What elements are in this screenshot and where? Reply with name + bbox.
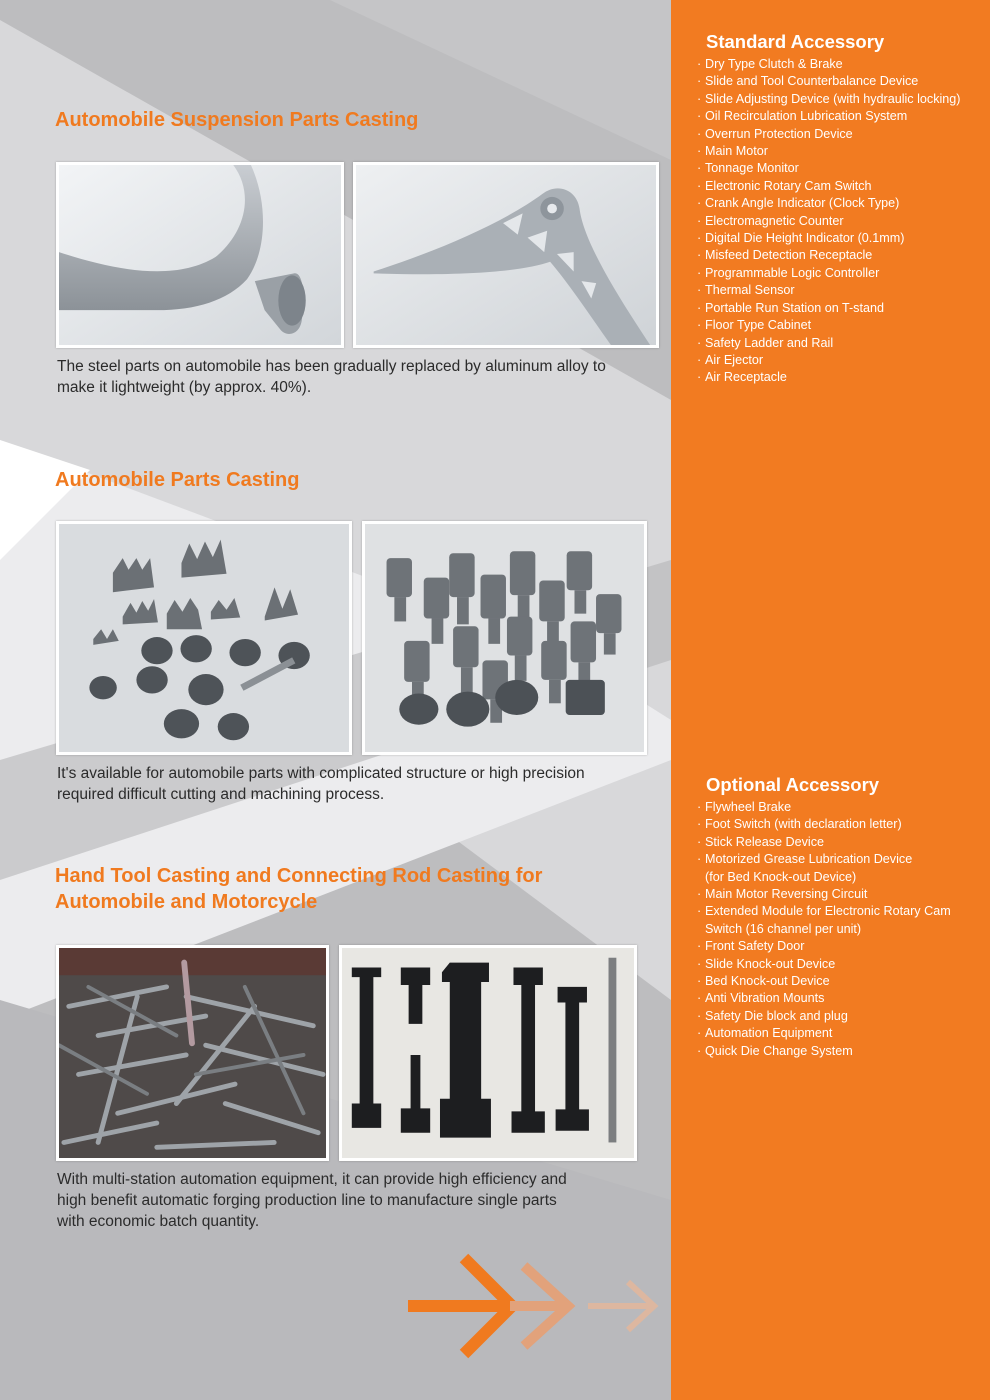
bullet-icon: · bbox=[697, 161, 702, 176]
accessory-item bbox=[697, 73, 961, 90]
accessory-item bbox=[697, 851, 951, 886]
accessory-item bbox=[697, 265, 961, 282]
bullet-icon: · bbox=[697, 1026, 702, 1041]
accessory-item bbox=[697, 213, 961, 230]
accessory-item bbox=[697, 282, 961, 299]
section-title-suspension: Automobile Suspension Parts Casting bbox=[55, 109, 419, 131]
bullet-icon: · bbox=[697, 904, 702, 919]
bullet-icon: · bbox=[697, 852, 702, 867]
bullet-icon: · bbox=[697, 231, 702, 246]
optional-accessory-title: Optional Accessory bbox=[706, 774, 880, 795]
accessory-item-label: Anti Vibration Mounts bbox=[705, 991, 825, 1006]
accessory-item-label: Portable Run Station on T-stand bbox=[705, 300, 884, 315]
bullet-icon: · bbox=[697, 248, 702, 263]
bullet-icon: · bbox=[697, 126, 702, 141]
accessory-item-label: Floor Type Cabinet bbox=[705, 318, 812, 333]
caption-line: With multi-station automation equipment, it can provide high efficiency and bbox=[57, 1171, 567, 1188]
accessory-item-label: Electromagnetic Counter bbox=[705, 213, 844, 228]
optional-accessory-list bbox=[697, 799, 951, 1060]
accessory-item-label: Air Ejector bbox=[705, 352, 764, 367]
accessory-item bbox=[697, 886, 951, 903]
bullet-icon: · bbox=[697, 370, 702, 385]
accessory-item-label: Flywheel Brake bbox=[705, 800, 792, 814]
accessory-item-label: Switch (16 channel per unit) bbox=[705, 921, 862, 936]
bullet-icon: · bbox=[697, 817, 702, 832]
accessory-item-label: Misfeed Detection Receptacle bbox=[705, 248, 873, 263]
accessory-item bbox=[697, 903, 951, 938]
accessory-item-label: Thermal Sensor bbox=[705, 283, 795, 298]
accessory-item-label: Stick Release Device bbox=[705, 834, 824, 849]
accessory-item-label: Slide Adjusting Device (with hydraulic locking) bbox=[705, 91, 961, 106]
accessory-item-label: Tonnage Monitor bbox=[705, 161, 799, 176]
accessory-item bbox=[697, 816, 951, 833]
accessory-item bbox=[697, 160, 961, 177]
accessory-item-label: Foot Switch (with declaration letter) bbox=[705, 817, 902, 832]
accessory-item bbox=[697, 335, 961, 352]
accessory-item bbox=[697, 91, 961, 108]
accessory-item-label: Programmable Logic Controller bbox=[705, 265, 880, 280]
bullet-icon: · bbox=[697, 800, 702, 814]
photo-connecting-rods bbox=[339, 945, 637, 1161]
accessory-item-label: Motorized Grease Lubrication Device bbox=[705, 852, 913, 867]
section-title-auto-parts: Automobile Parts Casting bbox=[55, 469, 300, 491]
accessory-item bbox=[697, 126, 961, 143]
accessory-item bbox=[697, 369, 961, 386]
accessory-item-label: (for Bed Knock-out Device) bbox=[705, 869, 857, 884]
bullet-icon: · bbox=[697, 318, 702, 333]
accessory-item bbox=[697, 1008, 951, 1025]
arrow-icon bbox=[510, 1266, 568, 1346]
caption-line: high benefit automatic forging production line to manufacture single parts bbox=[57, 1192, 557, 1209]
accessory-item-label: Main Motor Reversing Circuit bbox=[705, 887, 868, 902]
bullet-icon: · bbox=[697, 144, 702, 159]
accessory-item-label: Slide and Tool Counterbalance Device bbox=[705, 74, 919, 89]
accessory-item-label: Main Motor bbox=[705, 144, 768, 159]
accessory-item bbox=[697, 990, 951, 1007]
photo-socket-parts bbox=[362, 521, 647, 755]
accessory-item bbox=[697, 799, 951, 816]
accessory-item-label: Overrun Protection Device bbox=[705, 126, 853, 141]
accessory-item-label: Front Safety Door bbox=[705, 939, 805, 954]
caption-line: The steel parts on automobile has been gradually replaced by aluminum alloy to bbox=[57, 358, 606, 375]
photo-gear-parts bbox=[56, 521, 352, 755]
accessory-item-label: Safety Ladder and Rail bbox=[705, 335, 834, 350]
accessory-item bbox=[697, 230, 961, 247]
accessory-item bbox=[697, 834, 951, 851]
arrow-icon bbox=[588, 1282, 654, 1330]
accessory-item-label: Slide Knock-out Device bbox=[705, 956, 836, 971]
accessory-item bbox=[697, 317, 961, 334]
section-title-hand-tools bbox=[55, 863, 542, 915]
standard-accessory-title: Standard Accessory bbox=[706, 31, 885, 52]
accessory-item bbox=[697, 300, 961, 317]
section-title-line: Automobile and Motorcycle bbox=[55, 891, 318, 913]
bullet-icon: · bbox=[697, 974, 702, 989]
bullet-icon: · bbox=[697, 265, 702, 280]
photo-control-arm bbox=[56, 162, 344, 348]
decorative-arrows bbox=[400, 1250, 670, 1370]
accessory-item-label: Dry Type Clutch & Brake bbox=[705, 57, 843, 71]
accessory-item-label: Quick Die Change System bbox=[705, 1043, 853, 1058]
accessory-item bbox=[697, 56, 961, 73]
accessory-item-label: Electronic Rotary Cam Switch bbox=[705, 178, 872, 193]
accessory-item bbox=[697, 352, 961, 369]
photo-hand-tool-pile bbox=[56, 945, 329, 1161]
accessory-item bbox=[697, 247, 961, 264]
accessory-item bbox=[697, 143, 961, 160]
bullet-icon: · bbox=[697, 213, 702, 228]
caption-auto-parts bbox=[57, 763, 585, 805]
accessory-item bbox=[697, 1043, 951, 1060]
caption-line: It's available for automobile parts with complicated structure or high precision bbox=[57, 765, 585, 782]
accessory-item-label: Air Receptacle bbox=[705, 370, 787, 385]
accessory-item-label: Safety Die block and plug bbox=[705, 1008, 848, 1023]
accessory-item-label: Bed Knock-out Device bbox=[705, 974, 830, 989]
accessory-item-label: Crank Angle Indicator (Clock Type) bbox=[705, 196, 900, 211]
bullet-icon: · bbox=[697, 939, 702, 954]
bullet-icon: · bbox=[697, 178, 702, 193]
bullet-icon: · bbox=[697, 834, 702, 849]
caption-line: with economic batch quantity. bbox=[57, 1213, 260, 1230]
bullet-icon: · bbox=[697, 335, 702, 350]
bullet-icon: · bbox=[697, 196, 702, 211]
bullet-icon: · bbox=[697, 352, 702, 367]
bullet-icon: · bbox=[697, 1043, 702, 1058]
caption-hand-tools bbox=[57, 1169, 567, 1232]
caption-line: make it lightweight (by approx. 40%). bbox=[57, 379, 312, 396]
bullet-icon: · bbox=[697, 300, 702, 315]
accessory-item bbox=[697, 108, 961, 125]
bullet-icon: · bbox=[697, 91, 702, 106]
accessory-item-label: Extended Module for Electronic Rotary Cam bbox=[705, 904, 951, 919]
accessory-item bbox=[697, 956, 951, 973]
arrow-icon bbox=[408, 1258, 512, 1354]
caption-suspension bbox=[57, 356, 606, 398]
bullet-icon: · bbox=[697, 283, 702, 298]
bullet-icon: · bbox=[697, 109, 702, 124]
accessory-item bbox=[697, 938, 951, 955]
standard-accessory-list bbox=[697, 56, 961, 387]
accessory-item bbox=[697, 178, 961, 195]
photo-suspension-arm bbox=[353, 162, 659, 348]
bullet-icon: · bbox=[697, 887, 702, 902]
bullet-icon: · bbox=[697, 956, 702, 971]
accessory-item bbox=[697, 973, 951, 990]
accessory-item-label: Oil Recirculation Lubrication System bbox=[705, 109, 908, 124]
accessory-item bbox=[697, 1025, 951, 1042]
bullet-icon: · bbox=[697, 1008, 702, 1023]
accessory-item-label: Automation Equipment bbox=[705, 1026, 833, 1041]
caption-line: required difficult cutting and machining process. bbox=[57, 786, 385, 803]
section-title-line: Hand Tool Casting and Connecting Rod Casting for bbox=[55, 865, 543, 887]
bullet-icon: · bbox=[697, 991, 702, 1006]
accessory-item-label: Digital Die Height Indicator (0.1mm) bbox=[705, 231, 905, 246]
accessory-item bbox=[697, 195, 961, 212]
bullet-icon: · bbox=[697, 57, 702, 71]
bullet-icon: · bbox=[697, 74, 702, 89]
